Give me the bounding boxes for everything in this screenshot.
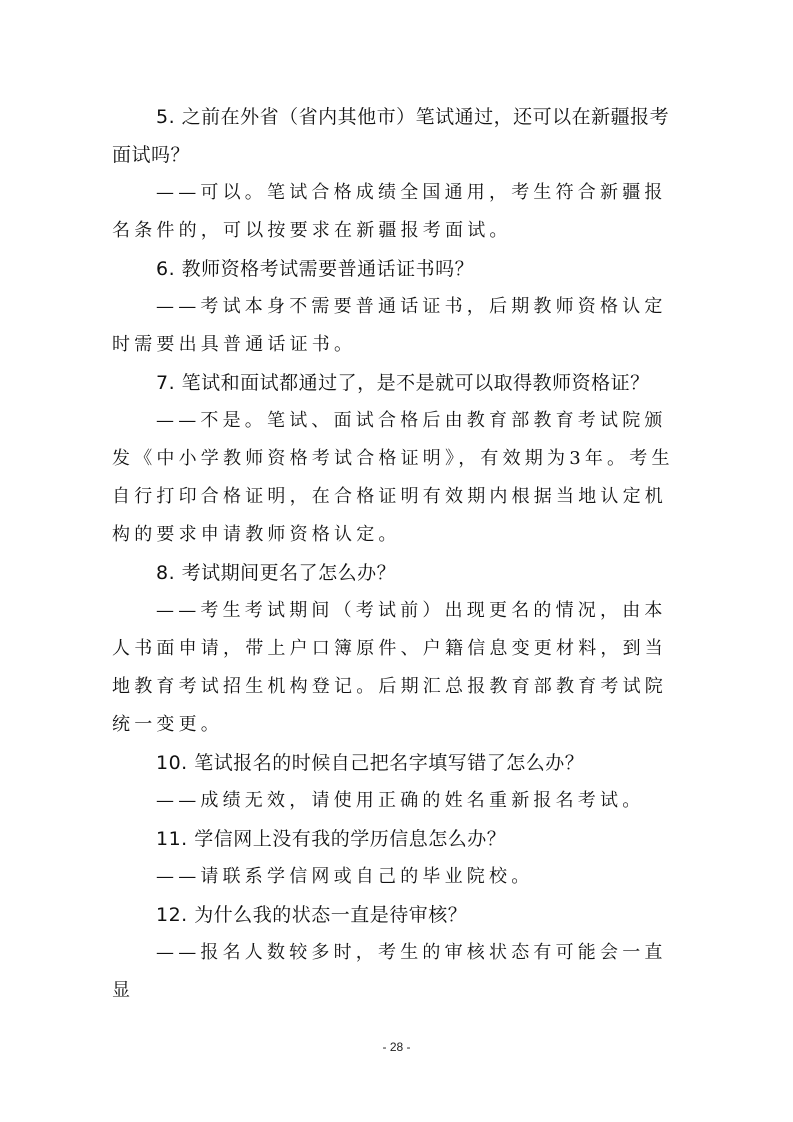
page-number: - 28 - [382, 1040, 411, 1054]
question-7: 7. 笔试和面试都通过了，是不是就可以取得教师资格证？ [156, 372, 650, 394]
answer-12: ——报名人数较多时，考生的审核状态有可能会一直显 [112, 942, 667, 1001]
question-12: 12. 为什么我的状态一直是待审核？ [156, 904, 468, 926]
faq-content [112, 98, 677, 1010]
question-10: 10. 笔试报名的时候自己把名字填写错了怎么办？ [156, 752, 585, 774]
answer-5: ——可以。笔试合格成绩全国通用，考生符合新疆报名条件的，可以按要求在新疆报考面试。 [112, 182, 667, 241]
answer-8: ——考生考试期间（考试前）出现更名的情况，由本人书面申请，带上户口簿原件、户籍信息变更材料，到当地教育考试招生机构登记。后期汇总报教育部教育考试院统一变更。 [112, 600, 667, 735]
question-6: 6. 教师资格考试需要普通话证书吗？ [156, 258, 475, 280]
question-11: 11. 学信网上没有我的学历信息怎么办？ [156, 828, 507, 850]
answer-11: ——请联系学信网或自己的毕业院校。 [156, 866, 534, 887]
question-8: 8. 考试期间更名了怎么办？ [156, 562, 397, 584]
answer-10: ——成绩无效，请使用正确的姓名重新报名考试。 [156, 790, 645, 811]
answer-7: ——不是。笔试、面试合格后由教育部教育考试院颁发《中小学教师资格考试合格证明》，有效期为3年。考生自行打印合格证明，在合格证明有效期内根据当地认定机构的要求申请教师资格认定。 [112, 410, 674, 545]
answer-6: ——考试本身不需要普通话证书，后期教师资格认定时需要出具普通话证书。 [112, 296, 667, 355]
question-5: 5. 之前在外省（省内其他市）笔试通过，还可以在新疆报考面试吗？ [112, 106, 670, 166]
